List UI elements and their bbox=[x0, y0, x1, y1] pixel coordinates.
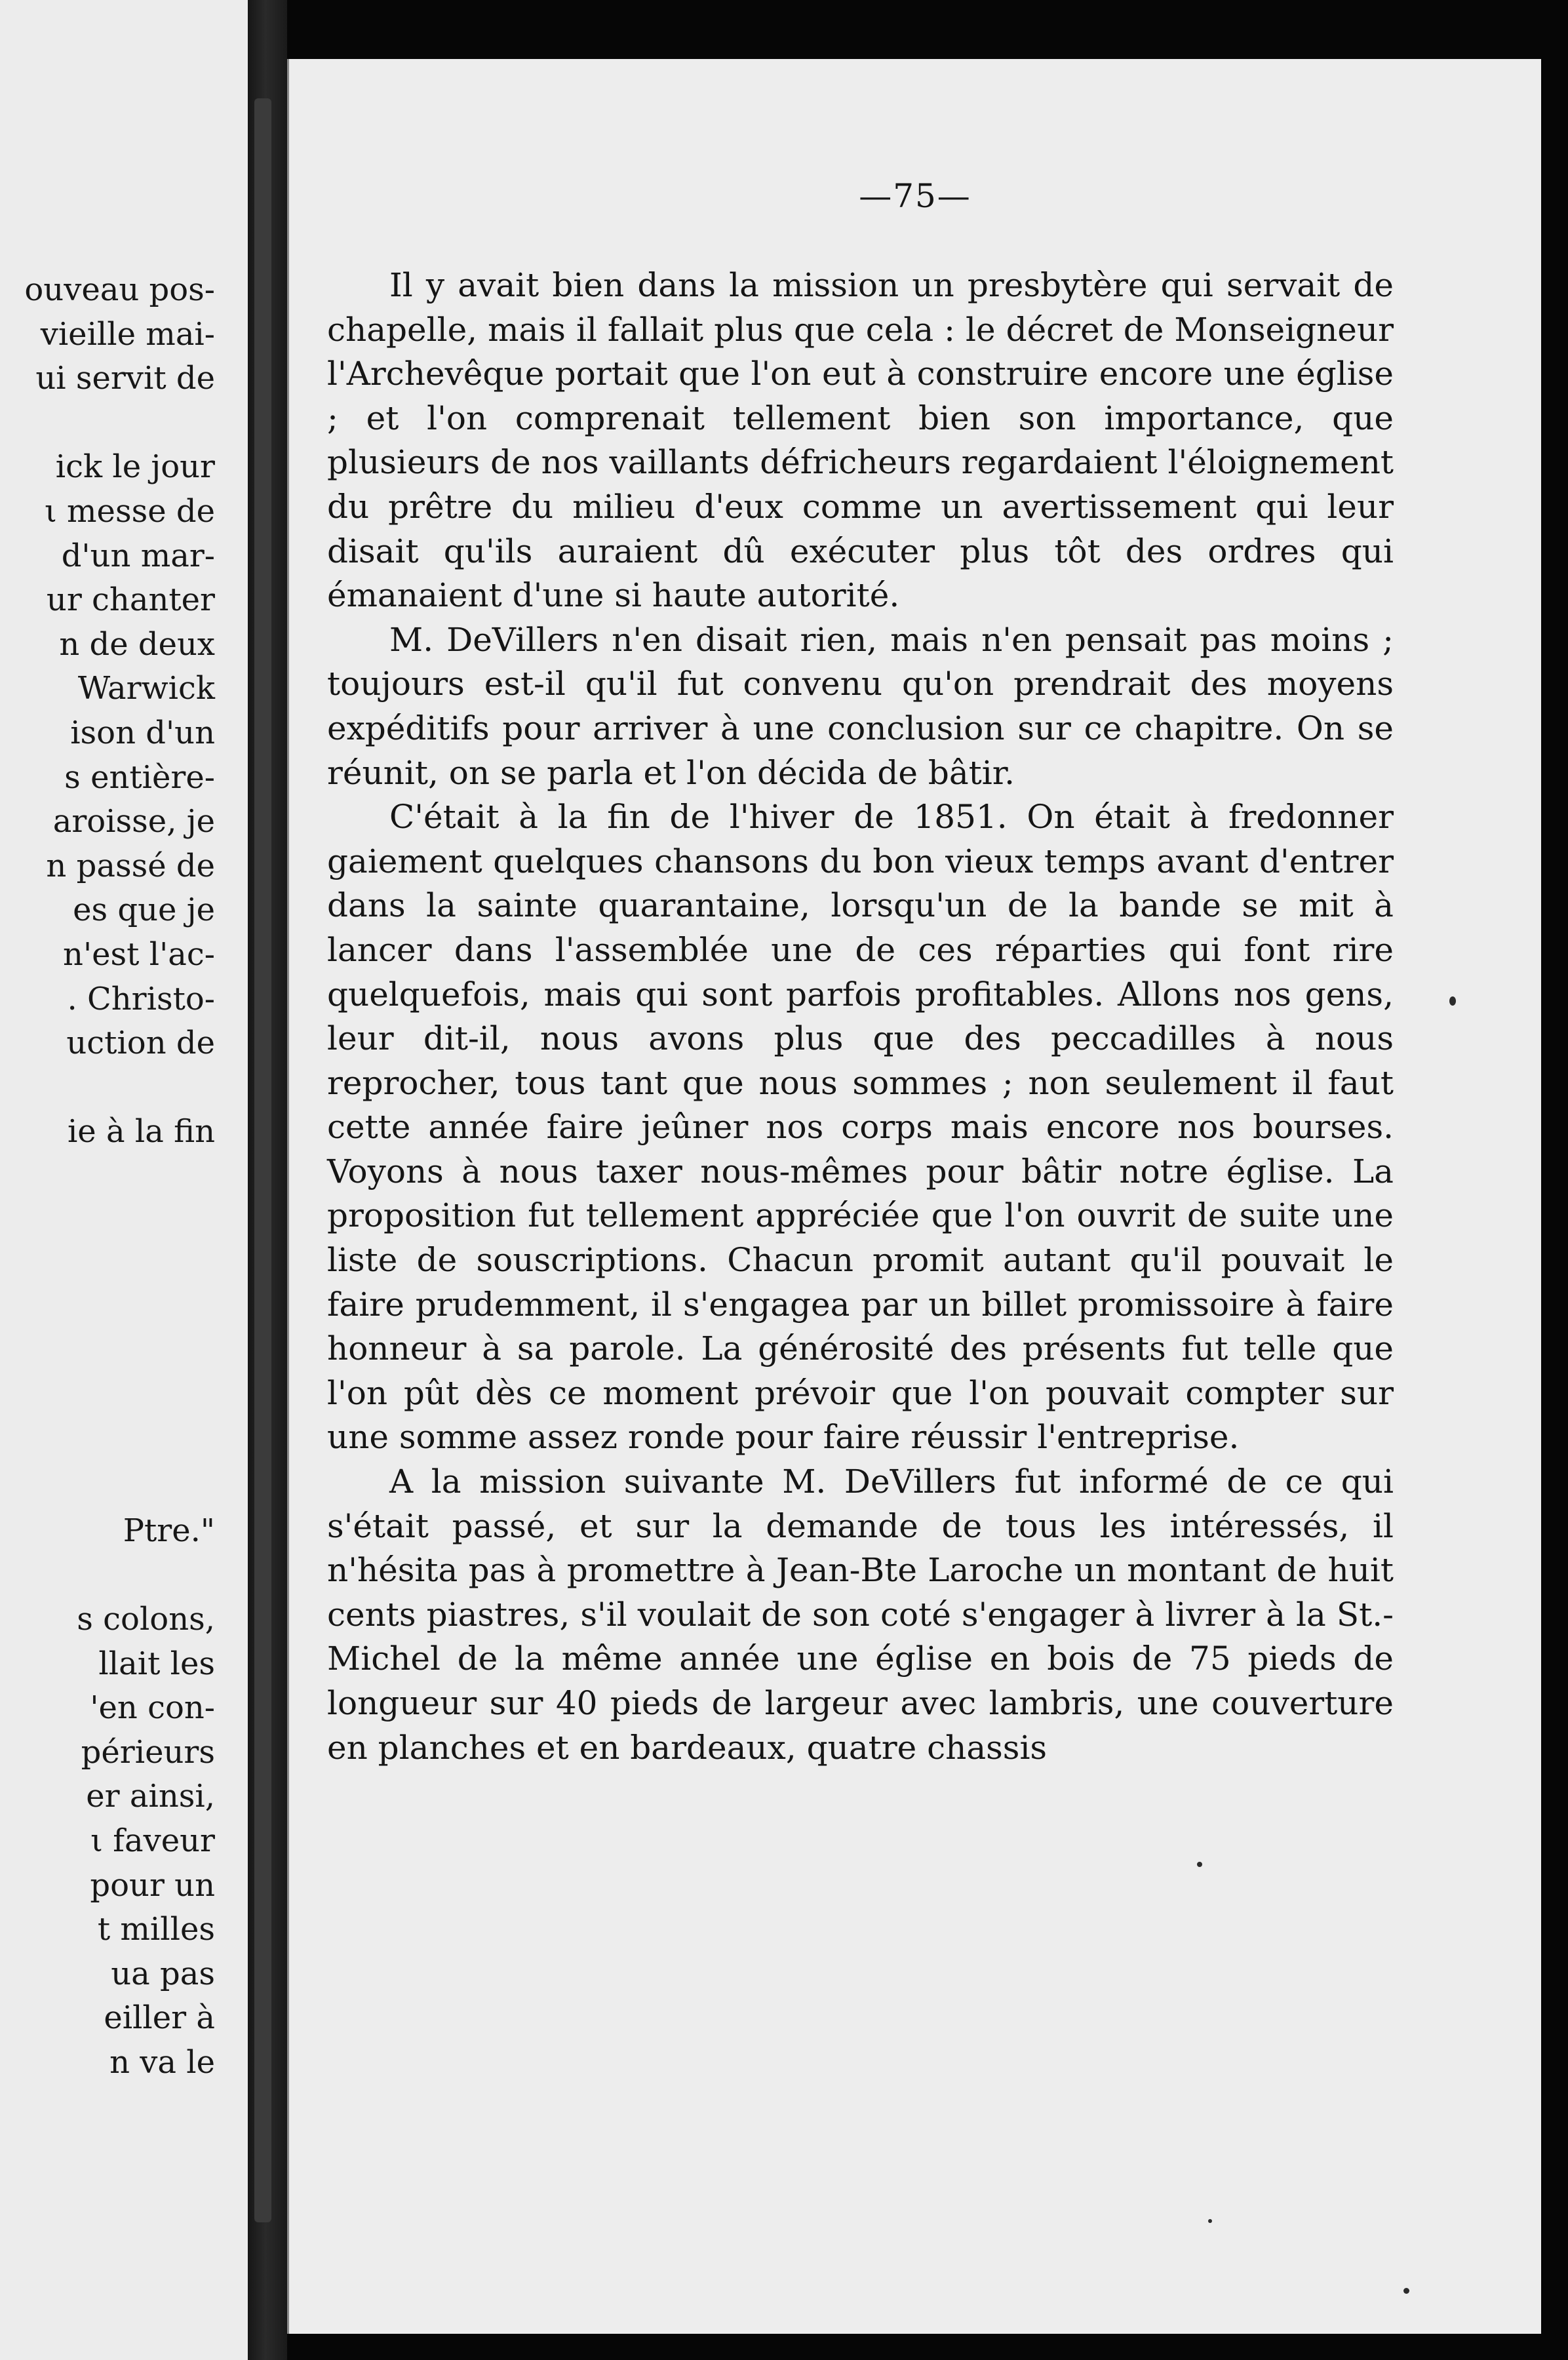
left-page-line: n de deux bbox=[59, 625, 215, 663]
left-page-line: aroisse, je bbox=[52, 803, 215, 840]
left-page-line: n'est l'ac- bbox=[63, 936, 215, 973]
left-page-line: Warwick bbox=[77, 670, 215, 707]
left-page-line: uction de bbox=[66, 1025, 215, 1062]
left-page-line: ison d'un bbox=[70, 715, 215, 751]
left-page-line: ua pas bbox=[111, 1955, 215, 1992]
left-page-line: s entière- bbox=[64, 758, 215, 796]
page-number: —75— bbox=[859, 177, 971, 215]
left-page-line: périeurs bbox=[81, 1733, 215, 1771]
left-page-line: ouveau pos- bbox=[24, 271, 215, 308]
left-page-line: er ainsi, bbox=[86, 1778, 215, 1815]
dust-speck bbox=[1197, 1862, 1202, 1867]
left-page-line: Ptre." bbox=[123, 1512, 215, 1549]
left-page-line: es que je bbox=[73, 892, 215, 929]
left-page-line: llait les bbox=[98, 1645, 215, 1682]
right-page bbox=[287, 59, 1541, 2334]
paragraph: C'était à la fin de l'hiver de 1851. On était à fredonner gaiement quelques chansons du bon vieux temps avant d'entrer dans la sainte quarantaine, lorsqu'un de la bande se mit à lancer dans l'assemblée une de ces réparties qui font rire quelquefois, mais qui sont parfois profitables. Allons nos gens, leur dit-il, nous avons plus que des peccadilles à nous reprocher, tous tant que nous sommes ; non seulement il faut cette année faire jeûner nos corps mais encore nos bourses. Voyons à nous taxer nous-mêmes pour bâtir notre église. La proposition fut tellement appréciée que l'on ouvrit de suite une liste de souscriptions. Chacun promit autant qu'il pouvait le faire prudemment, il s'engagea par un billet promissoire à faire honneur à sa parole. La générosité des présents fut telle que l'on pût dès ce moment prévoir que l'on pouvait compter sur une somme assez ronde pour faire réussir l'entreprise. bbox=[327, 798, 1394, 1457]
left-page-line: . Christo- bbox=[67, 980, 215, 1017]
left-page-line: pour un bbox=[90, 1866, 215, 1904]
left-page-line: t milles bbox=[97, 1911, 215, 1948]
gutter-shadow bbox=[254, 98, 271, 2222]
left-page-line: ur chanter bbox=[46, 581, 215, 619]
left-page-line: ι messe de bbox=[44, 493, 215, 530]
dust-speck bbox=[1403, 2288, 1409, 2294]
left-page-line: s colons, bbox=[77, 1601, 215, 1638]
left-page-line: ι faveur bbox=[90, 1822, 215, 1859]
dust-speck bbox=[1208, 2219, 1212, 2223]
left-page-line: ick le jour bbox=[55, 448, 215, 486]
paragraph: M. DeVillers n'en disait rien, mais n'en pensait pas moins ; toujours est-il qu'il fut convenu qu'on prendrait des moyens expéditifs pour arriver à une conclusion sur ce chapitre. On se réunit, on se parla et l'on décida de bâtir. bbox=[327, 620, 1394, 792]
left-page-line: eiller à bbox=[104, 1999, 215, 2037]
paragraph: A la mission suivante M. DeVillers fut informé de ce qui s'était passé, et sur la demande de tous les intéressés, il n'hésita pas à promettre à Jean-Bte Laroche un montant de huit cents piastres, s'il voulait de son coté s'engager à livrer à la St.-Michel de la même année une église en bois de 75 pieds de longueur sur 40 pieds de largeur avec lambris, une couverture en planches et en bardeaux, quatre chassis bbox=[327, 1463, 1394, 1767]
left-page-line: d'un mar- bbox=[61, 537, 215, 574]
left-page-line: ie à la fin bbox=[67, 1113, 215, 1150]
paragraph: Il y avait bien dans la mission un presbytère qui servait de chapelle, mais il fallait plus que cela : le décret de Monseigneur l'Archevêque portait que l'on eut à construire encore une église ; et l'on comprenait tellement bien son importance, que plusieurs de nos vaillants défricheurs regardaient l'éloignement du prêtre du milieu d'eux comme un avertissement qui leur disait qu'ils auraient dû exécuter plus tôt des ordres qui émanaient d'une si haute autorité. bbox=[327, 266, 1394, 615]
left-page-line: ui servit de bbox=[35, 360, 215, 397]
dust-speck bbox=[1449, 996, 1456, 1006]
left-page-line: n passé de bbox=[46, 847, 215, 884]
page-body-text bbox=[327, 264, 1394, 1770]
left-page-line: 'en con- bbox=[90, 1689, 215, 1727]
left-page-fragment bbox=[0, 0, 249, 2360]
left-page-line: vieille mai- bbox=[40, 315, 215, 353]
left-page-line: n va le bbox=[109, 2044, 215, 2081]
